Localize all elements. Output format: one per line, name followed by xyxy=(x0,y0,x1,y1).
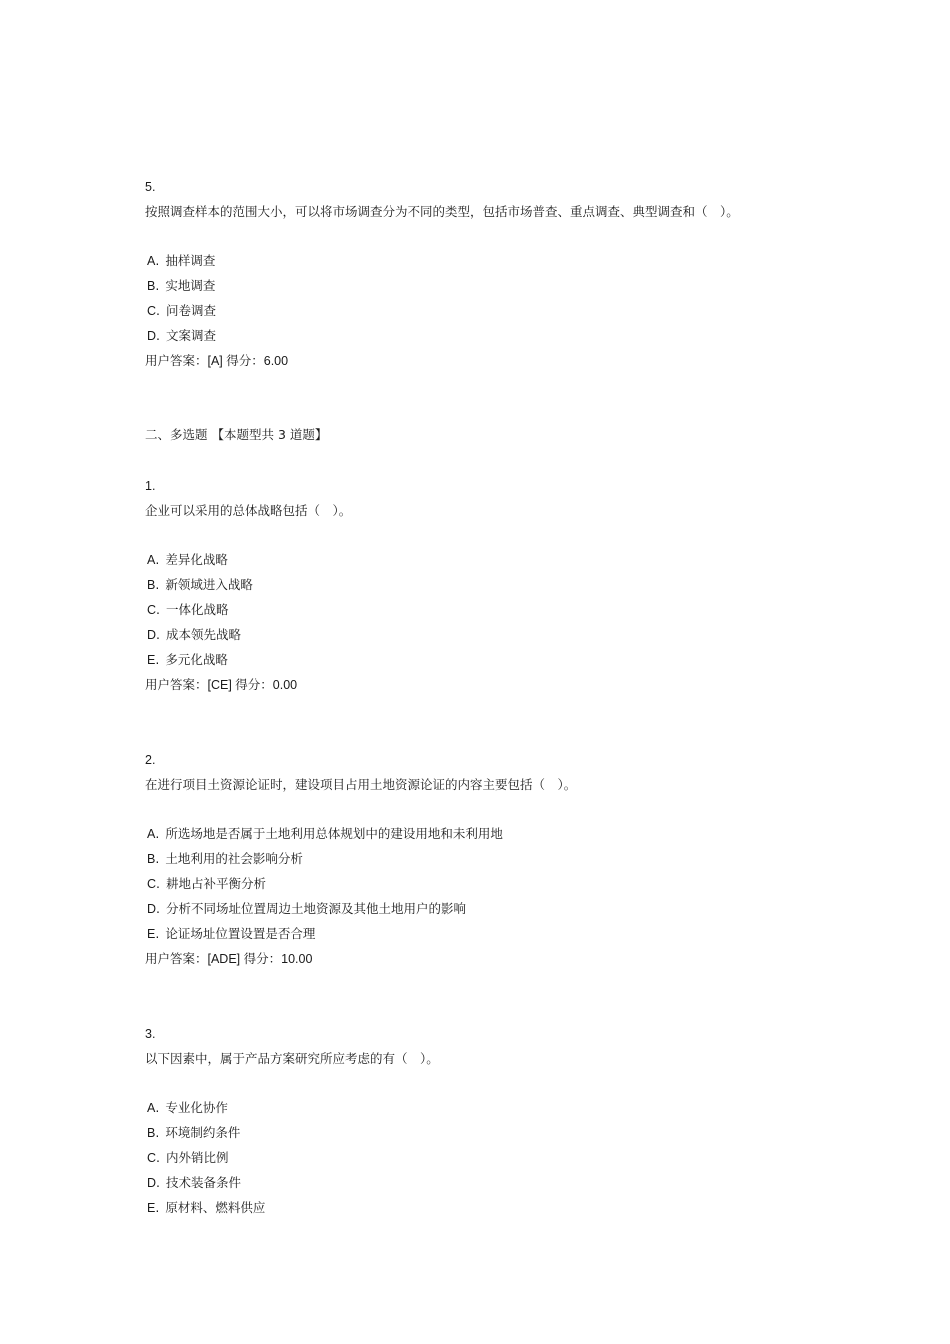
option-text: 耕地占补平衡分析 xyxy=(166,876,267,891)
option-letter: D xyxy=(147,329,157,343)
option-text: 环境制约条件 xyxy=(165,1125,241,1140)
question-number: 1. xyxy=(145,479,156,493)
question-number: 2. xyxy=(145,753,156,767)
option-a: A. 差异化战略 xyxy=(147,552,228,567)
option-text: 问卷调查 xyxy=(166,303,217,318)
option-letter: C xyxy=(147,603,157,617)
option-b: B. 土地利用的社会影响分析 xyxy=(147,851,303,866)
option-text: 实地调查 xyxy=(165,278,216,293)
question-stem: 按照调查样本的范围大小，可以将市场调查分为不同的类型，包括市场普查、重点调查、典型调查和（ ）。 xyxy=(145,204,739,219)
option-text: 新领域进入战略 xyxy=(165,577,253,592)
option-letter: D xyxy=(147,1176,157,1190)
option-text: 专业化协作 xyxy=(165,1100,228,1115)
question-number: 3. xyxy=(145,1027,156,1041)
option-text: 抽样调查 xyxy=(165,253,216,268)
option-text: 文案调查 xyxy=(166,328,217,343)
option-c: C. 问卷调查 xyxy=(147,303,217,318)
option-text: 差异化战略 xyxy=(165,552,228,567)
option-a: A. 专业化协作 xyxy=(147,1100,228,1115)
option-c: C. 一体化战略 xyxy=(147,602,229,617)
option-c: C. 内外销比例 xyxy=(147,1150,229,1165)
option-letter: C xyxy=(147,304,157,318)
option-letter: E xyxy=(147,653,156,667)
option-a: A. 抽样调查 xyxy=(147,253,216,268)
option-e: E. 多元化战略 xyxy=(147,652,228,667)
question-stem: 在进行项目土资源论证时，建设项目占用土地资源论证的内容主要包括（ ）。 xyxy=(145,777,577,792)
answer-score: 用户答案：[CE] 得分：0.00 xyxy=(145,678,298,692)
question-number: 5. xyxy=(145,180,156,194)
option-d: D. 分析不同场址位置周边土地资源及其他土地用户的影响 xyxy=(147,901,467,916)
option-letter: C xyxy=(147,877,157,891)
option-letter: A xyxy=(147,254,156,268)
option-text: 技术装备条件 xyxy=(166,1175,242,1190)
option-text: 原材料、燃料供应 xyxy=(165,1200,266,1215)
option-e: E. 论证场址位置设置是否合理 xyxy=(147,926,316,941)
option-text: 内外销比例 xyxy=(166,1150,229,1165)
question-stem: 以下因素中，属于产品方案研究所应考虑的有（ ）。 xyxy=(145,1051,439,1066)
option-text: 成本领先战略 xyxy=(166,627,242,642)
option-d: D. 文案调查 xyxy=(147,328,217,343)
option-text: 一体化战略 xyxy=(166,602,229,617)
option-d: D. 成本领先战略 xyxy=(147,627,242,642)
option-letter: B xyxy=(147,578,156,592)
option-letter: D xyxy=(147,628,157,642)
option-b: B. 实地调查 xyxy=(147,278,216,293)
option-letter: A xyxy=(147,1101,156,1115)
option-b: B. 环境制约条件 xyxy=(147,1125,241,1140)
option-text: 土地利用的社会影响分析 xyxy=(165,851,303,866)
option-letter: B xyxy=(147,1126,156,1140)
option-letter: C xyxy=(147,1151,157,1165)
answer-score: 用户答案：[ADE] 得分：10.00 xyxy=(145,952,313,966)
option-letter: A xyxy=(147,827,156,841)
option-e: E. 原材料、燃料供应 xyxy=(147,1200,266,1215)
option-b: B. 新领域进入战略 xyxy=(147,577,253,592)
option-text: 多元化战略 xyxy=(165,652,228,667)
option-c: C. 耕地占补平衡分析 xyxy=(147,876,267,891)
option-letter: D xyxy=(147,902,157,916)
option-letter: E xyxy=(147,927,156,941)
question-stem: 企业可以采用的总体战略包括（ ）。 xyxy=(145,503,352,518)
answer-score: 用户答案：[A] 得分：6.00 xyxy=(145,354,289,368)
section-heading: 二、多选题 【本题型共 3 道题】 xyxy=(145,427,328,442)
option-d: D. 技术装备条件 xyxy=(147,1175,242,1190)
option-letter: B xyxy=(147,852,156,866)
option-a: A. 所选场地是否属于土地利用总体规划中的建设用地和未利用地 xyxy=(147,826,503,841)
option-text: 所选场地是否属于土地利用总体规划中的建设用地和未利用地 xyxy=(165,826,503,841)
option-letter: E xyxy=(147,1201,156,1215)
option-letter: B xyxy=(147,279,156,293)
option-text: 论证场址位置设置是否合理 xyxy=(165,926,316,941)
option-text: 分析不同场址位置周边土地资源及其他土地用户的影响 xyxy=(166,901,467,916)
option-letter: A xyxy=(147,553,156,567)
